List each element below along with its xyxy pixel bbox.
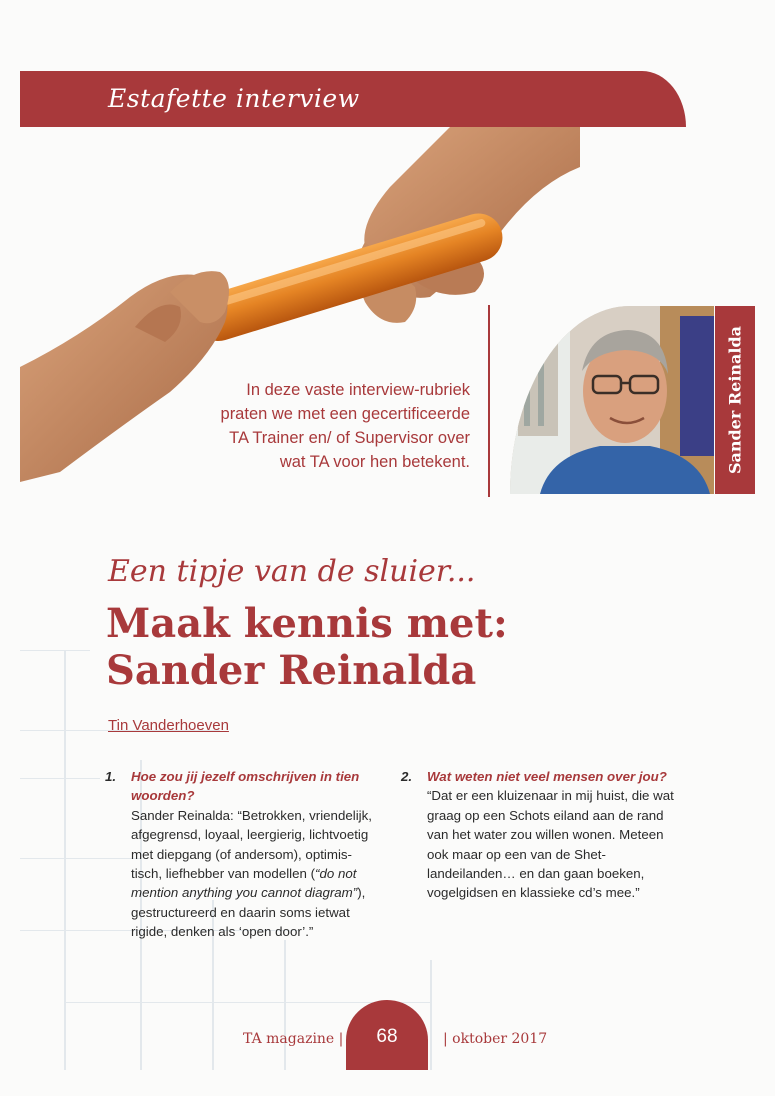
grid-line (64, 1002, 304, 1003)
qa-number: 2. (401, 769, 413, 784)
grid-line (20, 778, 100, 779)
intro-text: In deze vaste interview-rubriek praten we met een gecertificeerde TA Trainer en/ of Supervisor over wat TA voor hen betekent. (220, 381, 470, 471)
footer-date: | oktober 2017 (443, 1031, 548, 1047)
article-headline (106, 600, 508, 694)
person-name-tab (715, 306, 755, 494)
page-number: 68 (376, 1026, 398, 1047)
divider-line (488, 305, 490, 497)
headline-line: Sander Reinalda (106, 647, 477, 694)
author-link[interactable]: Tin Vanderhoeven (108, 717, 229, 734)
section-title: Estafette interview (108, 84, 360, 113)
qa-answer: Sander Reinalda: “Betrokken, vriendelijk, afgegrensd, loyaal, leergierig, lichtvoetig met diepgang (of andersom), optimis-tisch, liefhebber van modellen (“do not mention anything you cannot diagram”), gestructureerd en daarin soms ietwat rigide, denken als ‘open door’.” (131, 807, 372, 940)
qa-number: 1. (105, 769, 117, 784)
grid-line (300, 1002, 430, 1003)
grid-line (430, 960, 432, 1070)
qa-question: Wat weten niet veel mensen over jou? (427, 769, 667, 784)
grid-line (284, 940, 286, 1070)
qa-question: Hoe zou jij jezelf omschrijven in tien woorden? (131, 769, 360, 804)
grid-line (64, 650, 66, 1070)
headline-line: Maak kennis met: (106, 600, 508, 647)
section-banner (20, 71, 686, 127)
grid-line (20, 650, 90, 651)
qa-item (105, 767, 376, 942)
qa-answer: “Dat er een kluizenaar in mij huist, die wat graag op een Schots eiland aan de rand van het water zou willen wonen. Meteen ook maar op een van de Shet-landeilanden… en dan gaan boeken, vogelgidsen en klassieke cd’s mee.” (427, 788, 674, 901)
page-number-tab (346, 1000, 428, 1070)
grid-line (20, 858, 140, 859)
article-kicker: Een tipje van de sluier... (108, 554, 476, 589)
person-name-label: Sander Reinalda (725, 325, 745, 475)
footer-magazine: TA magazine | (243, 1031, 344, 1047)
qa-item (401, 767, 677, 903)
